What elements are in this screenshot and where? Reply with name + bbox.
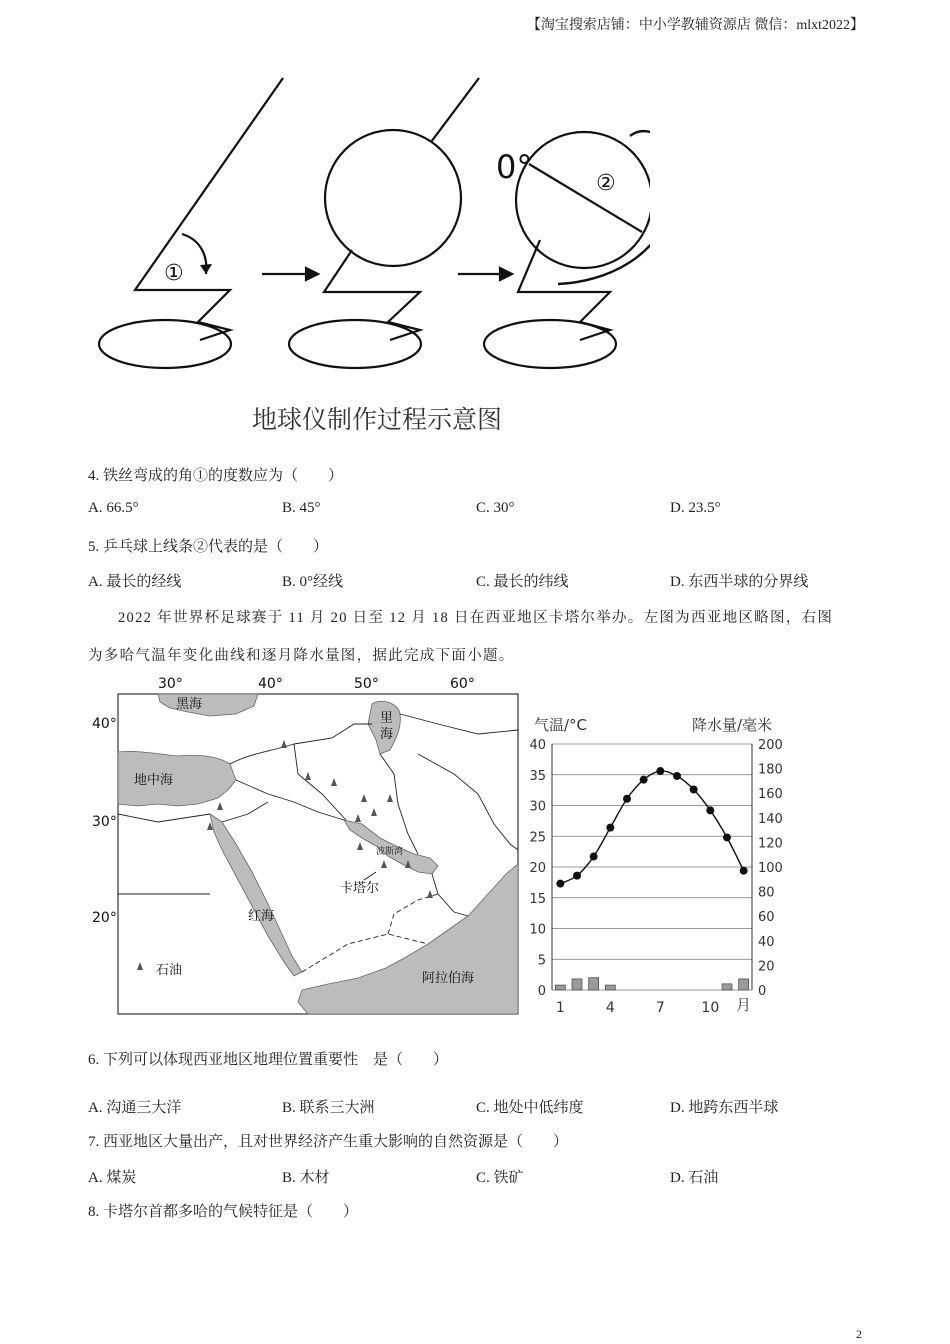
arrow-head-1 (200, 264, 212, 274)
lon-60: 60° (450, 676, 475, 692)
q4-stem: 4. 铁丝弯成的角①的度数应为（ ） (88, 468, 344, 484)
globe-diagram (90, 70, 650, 380)
q6-option-c[interactable]: C. 地处中低纬度 (476, 1100, 584, 1116)
lat-40: 40° (92, 716, 117, 732)
temp-tick-label: 20 (529, 861, 546, 876)
oil-legend-label: 石油 (156, 963, 183, 978)
temp-tick-label: 30 (529, 799, 546, 815)
x-axis-unit: 月 (736, 996, 752, 1014)
temp-tick-label: 0 (537, 984, 546, 999)
wire-stage-1 (135, 78, 283, 340)
temperature-point (623, 795, 631, 803)
q5-option-c[interactable]: C. 最长的纬线 (476, 574, 569, 590)
black-sea-label: 黑海 (176, 697, 203, 712)
precip-bar (555, 985, 565, 990)
caspian-label-1: 里 (380, 711, 394, 726)
temp-tick-label: 10 (529, 922, 546, 938)
precip-tick-label: 180 (758, 762, 783, 778)
label-angle: ① (164, 261, 184, 286)
q5-option-d[interactable]: D. 东西半球的分界线 (670, 574, 809, 590)
arabian-sea-label: 阿拉伯海 (422, 971, 475, 986)
temp-tick-label: 35 (529, 768, 546, 784)
q6-stem: 6. 下列可以体现西亚地区地理位置重要性 是（ ） (88, 1052, 449, 1068)
temperature-point (640, 776, 648, 784)
q4-option-b[interactable]: B. 45° (282, 500, 321, 516)
ring-stage-3 (558, 131, 650, 284)
globe-figure-title: 地球仪制作过程示意图 (252, 405, 503, 434)
q5-option-b[interactable]: B. 0°经线 (282, 574, 344, 590)
ball-stage-2 (325, 130, 461, 266)
line-2 (529, 164, 642, 232)
wire-stage-3 (518, 240, 610, 340)
doha-climate-chart (528, 708, 788, 1024)
q8-stem: 8. 卡塔尔首都多哈的气候特征是（ ） (88, 1204, 359, 1220)
lat-20: 20° (92, 910, 117, 926)
header-note: 【淘宝搜索店铺：中小学教辅资源店 微信：mlxt2022】 (526, 18, 864, 33)
precip-tick-label: 120 (758, 836, 783, 852)
page-number: 2 (856, 1327, 862, 1341)
q5-option-a[interactable]: A. 最长的经线 (88, 574, 182, 590)
base-stage-1 (99, 320, 231, 368)
q6-option-a[interactable]: A. 沟通三大洋 (88, 1100, 182, 1116)
precip-tick-label: 160 (758, 787, 783, 803)
month-tick-label: 7 (655, 1000, 665, 1016)
q4-option-c[interactable]: C. 30° (476, 500, 515, 516)
month-tick-label: 10 (701, 1000, 720, 1016)
precip-bar (722, 984, 732, 990)
west-asia-map (88, 672, 520, 1018)
temperature-point (573, 872, 581, 880)
base-stage-2 (289, 320, 421, 368)
caspian-label-2: 海 (380, 727, 394, 742)
precip-bar (572, 979, 582, 990)
label-zero: 0° (496, 148, 533, 186)
precip-tick-label: 60 (758, 910, 775, 926)
q6-option-b[interactable]: B. 联系三大洲 (282, 1100, 375, 1116)
precip-tick-label: 100 (758, 861, 783, 876)
temp-tick-label: 5 (537, 953, 546, 969)
precip-tick-label: 140 (758, 811, 783, 827)
q7-option-b[interactable]: B. 木材 (282, 1170, 330, 1186)
precip-tick-label: 200 (758, 738, 783, 753)
month-tick-label: 1 (555, 1000, 565, 1016)
red-sea-label: 红海 (248, 909, 275, 924)
intro-line-2: 为多哈气温年变化曲线和逐月降水量图，据此完成下面小题。 (88, 648, 515, 664)
persian-gulf-label: 波斯湾 (376, 847, 404, 857)
temp-tick-label: 15 (529, 891, 546, 907)
precip-bar (589, 978, 599, 990)
q7-option-d[interactable]: D. 石油 (670, 1170, 719, 1186)
precip-tick-label: 20 (758, 959, 775, 975)
precip-axis-label: 降水量/毫米 (692, 716, 773, 734)
temperature-point (673, 772, 681, 780)
month-tick-label: 4 (605, 1000, 615, 1016)
lat-30: 30° (92, 814, 117, 830)
temperature-point (556, 880, 564, 888)
q7-stem: 7. 西亚地区大量出产，且对世界经济产生重大影响的自然资源是（ ） (88, 1134, 569, 1150)
temperature-point (690, 786, 698, 794)
q7-option-c[interactable]: C. 铁矿 (476, 1170, 524, 1186)
temp-axis-label: 气温/°C (534, 716, 588, 734)
temp-tick-label: 40 (529, 738, 546, 753)
mediterranean-label: 地中海 (134, 773, 174, 788)
temperature-point (606, 824, 614, 832)
q6-option-d[interactable]: D. 地跨东西半球 (670, 1100, 779, 1116)
precip-tick-label: 80 (758, 885, 775, 901)
temp-tick-label: 25 (529, 830, 546, 846)
precip-tick-label: 40 (758, 934, 775, 950)
label-line: ② (596, 171, 616, 196)
q5-stem: 5. 乒乓球上线条②代表的是（ ） (88, 539, 329, 555)
intro-line-1: 2022 年世界杯足球赛于 11 月 20 日至 12 月 18 日在西亚地区卡塔尔举办。左图为西亚地区略图，右图 (118, 610, 834, 626)
temperature-point (740, 867, 748, 875)
base-stage-3 (484, 320, 616, 368)
lon-50: 50° (354, 676, 379, 692)
lon-30: 30° (158, 676, 183, 692)
precip-bar (605, 985, 615, 990)
temperature-point (656, 767, 664, 775)
temperature-point (723, 833, 731, 841)
temperature-point (706, 806, 714, 814)
temperature-point (590, 853, 598, 861)
qatar-label: 卡塔尔 (340, 881, 380, 896)
precip-bar (739, 979, 749, 990)
q4-option-a[interactable]: A. 66.5° (88, 500, 139, 516)
precip-tick-label: 0 (758, 984, 767, 999)
q7-option-a[interactable]: A. 煤炭 (88, 1170, 137, 1186)
q4-option-d[interactable]: D. 23.5° (670, 500, 721, 516)
lon-40: 40° (258, 676, 283, 692)
